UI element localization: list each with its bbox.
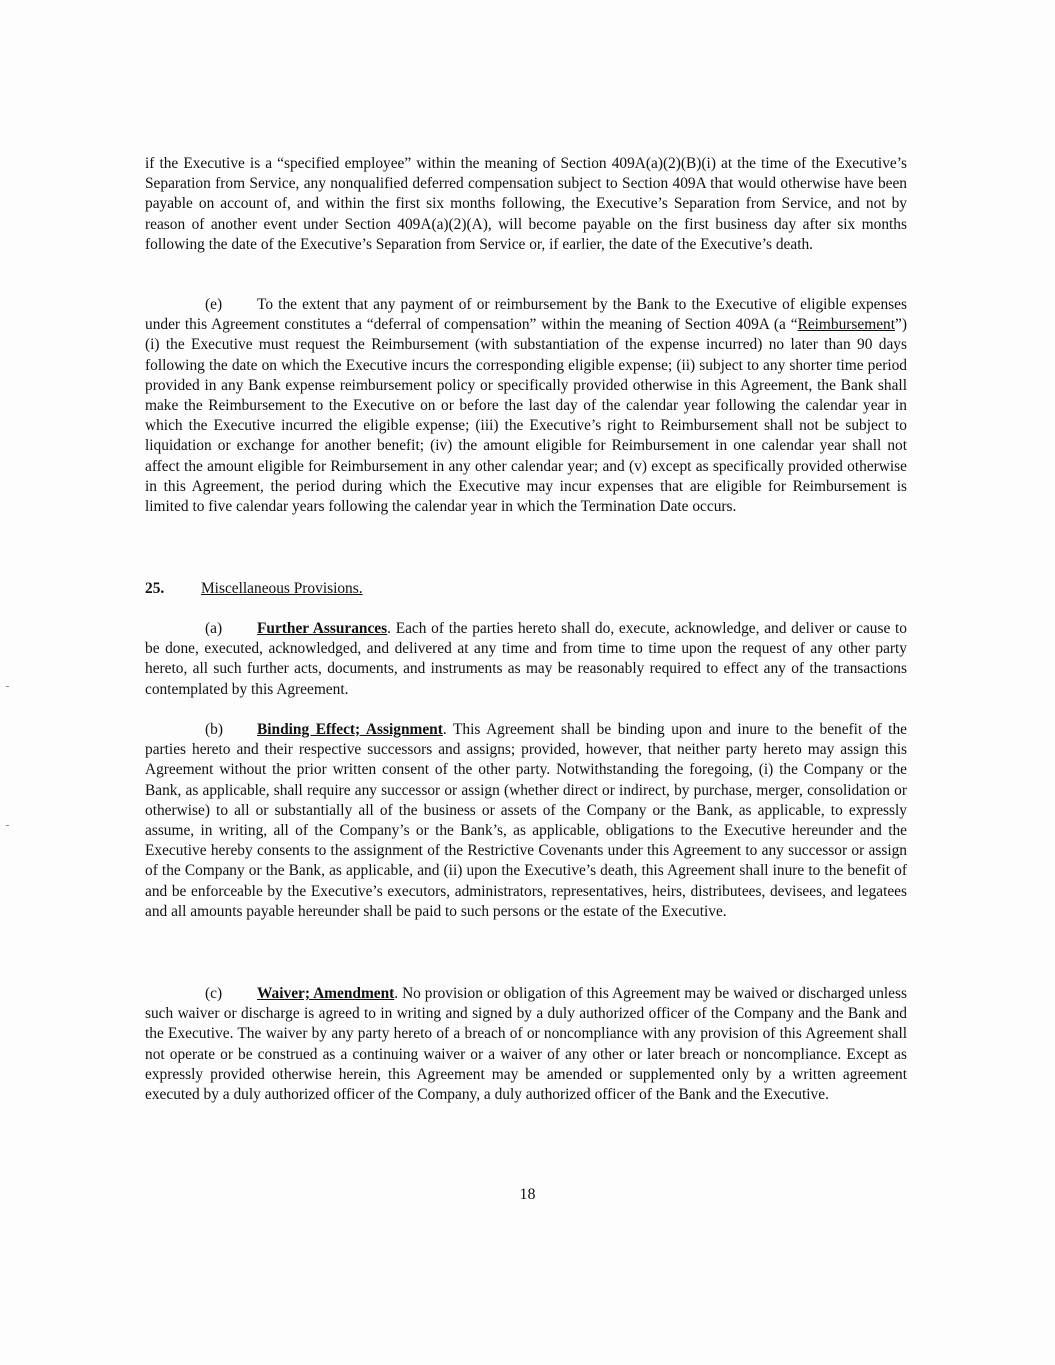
paragraph-e-defined-term: Reimbursement (797, 316, 896, 334)
margin-scan-mark (6, 686, 9, 687)
page-number: 18 (519, 1186, 536, 1203)
continuation-paragraph-text: if the Executive is a “specified employee” within the meaning of Section 409A(a)(2)(B)(i) at the time of the Executive’s Separation from Service, any nonqualified deferred compensation subject to Section 409A that would otherwise have been payable on account of, and within the first six months following, the Executive’s Separation from Service, and not by reason of another event under Section 409A(a)(2)(A), will become payable on the first business day after six months following the date of the Executive’s Separation from Service or, if earlier, the date of the Executive’s death. (145, 155, 907, 253)
paragraph-a-label: (a) (205, 620, 223, 637)
paragraph-a-text: . Each of the parties hereto shall do, execute, acknowledge, and deliver or cause to be done, executed, acknowledged, and delivered at any time and from time to time upon the request of any other party hereto, all such further acts, documents, and instruments as may be reasonably required to effect any of the transactions contemplated by this Agreement. (145, 620, 907, 698)
paragraph-c (145, 984, 907, 1105)
section-25-number: 25. (145, 580, 165, 597)
paragraph-c-label: (c) (205, 985, 223, 1002)
paragraph-e-label: (e) (205, 296, 223, 313)
paragraph-e-text-after: ”) (i) the Executive must request the Reimbursement (with substantiation of the expense incurred) no later than 90 days following the date on which the Executive incurs the corresponding eligible expense; (ii) subject to any shorter time period provided in any Bank expense reimbursement policy or specifically provided otherwise in this Agreement, the Bank shall make the Reimbursement to the Executive on or before the last day of the calendar year following the calendar year in which the Executive incurred the eligible expense; (iii) the Executive’s right to Reimbursement shall not be subject to liquidation or exchange for another benefit; (iv) the amount eligible for Reimbursement in one calendar year shall not affect the amount eligible for Reimbursement in any other calendar year; and (v) except as specifically provided otherwise in this Agreement, the period during which the Executive may incur expenses that are eligible for Reimbursement is limited to five calendar years following the calendar year in which the Termination Date occurs. (145, 316, 907, 516)
section-25-heading (145, 579, 363, 599)
paragraph-a (145, 619, 907, 700)
paragraph-b-text: . This Agreement shall be binding upon and inure to the benefit of the parties hereto and their respective successors and assigns; provided, however, that neither party hereto may assign this Agreement without the prior written consent of the other party. Notwithstanding the foregoing, (i) the Company or the Bank, as applicable, shall require any successor or assign (whether direct or indirect, by purchase, merger, consolidation or otherwise) to all or substantially all of the business or assets of the Company or the Bank, as applicable, to expressly assume, in writing, all of the Company’s or the Bank’s, as applicable, obligations to the Executive hereunder and the Executive hereby consents to the assignment of the Restrictive Covenants under this Agreement to any successor or assign of the Company or the Bank, as applicable, and (ii) upon the Executive’s death, this Agreement shall inure to the benefit of and be enforceable by the Executive’s executors, administrators, representatives, heirs, distributees, devisees, and legatees and all amounts payable hereunder shall be paid to such persons or the estate of the Executive. (145, 721, 907, 920)
paragraph-c-text: . No provision or obligation of this Agreement may be waived or discharged unless such waiver or discharge is agreed to in writing and signed by a duly authorized officer of the Company and the Bank and the Executive. The waiver by any party hereto of a breach of or noncompliance with any provision of this Agreement shall not operate or be construed as a continuing waiver or a waiver of any other or later breach or noncompliance. Except as expressly provided otherwise herein, this Agreement may be amended or supplemented only by a written agreement executed by a duly authorized officer of the Company, a duly authorized officer of the Bank and the Executive. (145, 985, 907, 1104)
paragraph-b-heading: Binding Effect; Assignment (257, 721, 443, 738)
paragraph-e-text-before: To the extent that any payment of or reimbursement by the Bank to the Executive of eligible expenses under this Agreement constitutes a “deferral of compensation” within the meaning of Section 409A (a “ (145, 296, 907, 334)
paragraph-c-heading: Waiver; Amendment (257, 985, 395, 1002)
paragraph-b (145, 720, 907, 922)
section-25-title: Miscellaneous Provisions. (201, 580, 363, 597)
continuation-paragraph (145, 154, 907, 255)
paragraph-e (145, 295, 907, 517)
margin-scan-mark (6, 825, 9, 826)
paragraph-b-label: (b) (205, 721, 223, 738)
paragraph-a-heading: Further Assurances (257, 620, 388, 637)
